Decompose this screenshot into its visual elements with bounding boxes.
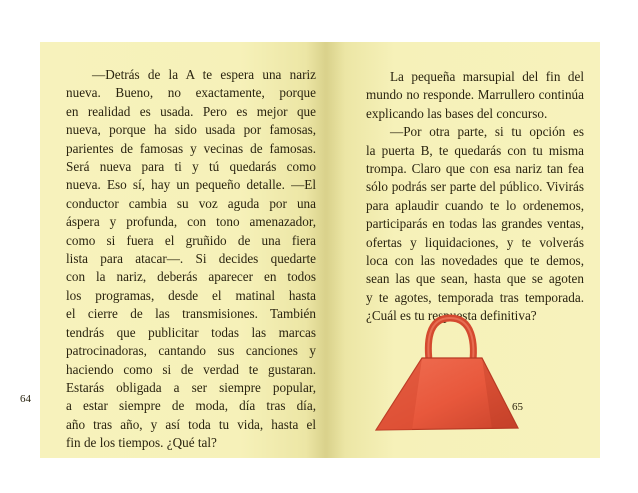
page-number-right: 65 xyxy=(512,401,523,413)
text-line: participarás en todas las grandes ventas, xyxy=(366,216,584,232)
text-line: Estarás obligada a ser siempre popular, xyxy=(66,379,316,395)
text-line: los programas, desde el matinal hasta xyxy=(66,287,316,303)
text-line: para aplaudir cuando te lo ordenemos, xyxy=(366,197,584,213)
text-line: La pequeña marsupial del fin del xyxy=(390,69,584,84)
text-line: mundo no responde. Marrullero continúa xyxy=(366,87,584,103)
text-line: nueva. Eso sí, hay un pequeño detalle. —El xyxy=(66,177,316,193)
text-line: explicando las bases del concurso. xyxy=(366,105,548,121)
text-line: parientes de famosas y vecinas de famosas. xyxy=(66,140,316,156)
handbag-icon xyxy=(372,312,522,440)
text-line: y te agotes, temporada tras temporada. xyxy=(366,289,584,305)
text-line: ofertas y liquidaciones, y te volverás xyxy=(366,234,584,250)
text-line: con la nariz, deberás aparecer en todos xyxy=(66,269,316,285)
left-page-text xyxy=(66,66,316,453)
text-line: —Detrás de la A te espera una nariz xyxy=(92,67,316,82)
text-line: —Por otra parte, si tu opción es xyxy=(390,124,584,140)
text-line: tendrás que publicitar todas las marcas xyxy=(66,324,316,340)
page-number-left: 64 xyxy=(20,393,31,405)
left-page xyxy=(40,42,326,458)
text-line: Será nueva para ti y tú quedarás como xyxy=(66,159,316,175)
text-line: conductor cambia su voz aguda por una xyxy=(66,195,316,211)
text-line: ¿Cuál es tu respuesta definitiva? xyxy=(366,308,537,324)
text-line: año tras año, y así toda tu vida, hasta el xyxy=(66,416,316,432)
text-line: lista para atacar—. Si decides quedarte xyxy=(66,251,316,267)
text-line: nueva. Bueno, no exactamente, porque xyxy=(66,85,316,101)
text-line: patrocinadoras, cantando sus canciones y xyxy=(66,343,316,359)
text-line: en realidad es usada. Pero es mejor que xyxy=(66,103,316,119)
text-line: sólo podrás ser parte del público. Vivirás xyxy=(366,179,584,195)
right-page-text xyxy=(366,68,584,326)
text-line: como si fuera el gruñido de una fiera xyxy=(66,232,316,248)
text-line: el cierre de las transmisiones. También xyxy=(66,306,316,322)
text-line: fin de los tiempos. ¿Qué tal? xyxy=(66,435,217,451)
text-line: haciendo como si de verdad te gustaran. xyxy=(66,361,316,377)
text-line: áspera y profunda, con tono amenazador, xyxy=(66,214,316,230)
text-line: trompa. Claro que con esa nariz tan fea xyxy=(366,161,584,177)
text-line: la puerta B, te quedarás con tu misma xyxy=(366,142,584,158)
text-line: a estar siempre de moda, día tras día, xyxy=(66,398,316,414)
text-line: sean las que sean, hasta que se agoten xyxy=(366,271,584,287)
text-line: loca con las novedades que te demos, xyxy=(366,253,584,269)
text-line: nueva, porque ha sido usada por famosas, xyxy=(66,122,316,138)
